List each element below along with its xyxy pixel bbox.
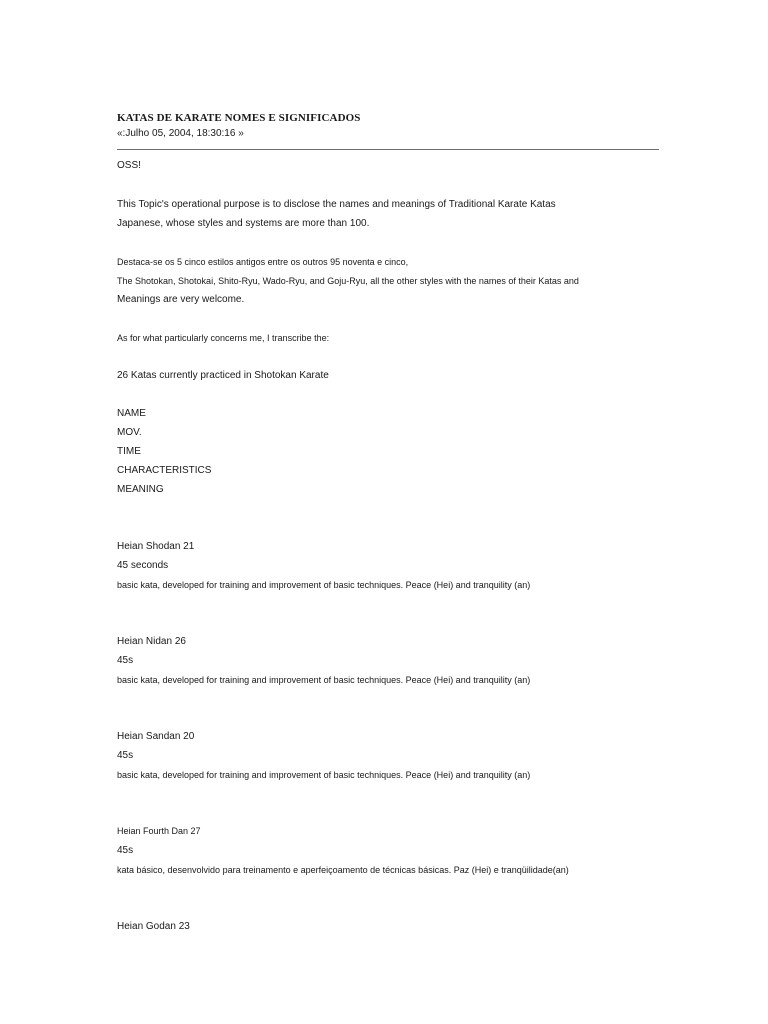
intro-line-1: This Topic's operational purpose is to disclose the names and meanings of Traditional Karate Katas (117, 199, 556, 210)
post-title: KATAS DE KARATE NOMES E SIGNIFICADOS (117, 112, 361, 124)
title-divider (117, 149, 659, 150)
kata-time: 45s (117, 750, 134, 761)
kata-name: Heian Fourth Dan 27 (117, 826, 201, 836)
column-mov: MOV. (117, 427, 142, 438)
concern-text: As for what particularly concerns me, I transcribe the: (117, 333, 330, 343)
column-characteristics: CHARACTERISTICS (117, 465, 212, 476)
kata-name: Heian Nidan 26 (117, 636, 186, 647)
column-time: TIME (117, 446, 141, 457)
kata-time: 45 seconds (117, 560, 169, 571)
styles-line-2: The Shotokan, Shotokai, Shito-Ryu, Wado-Ryu, and Goju-Ryu, all the other styles with the names of their Katas and (117, 276, 579, 286)
styles-line-3: Meanings are very welcome. (117, 294, 245, 305)
kata-time: 45s (117, 845, 134, 856)
kata-time: 45s (117, 655, 134, 666)
column-meaning: MEANING (117, 484, 164, 495)
kata-description: basic kata, developed for training and improvement of basic techniques. Peace (Hei) and tranquility (an) (117, 580, 531, 590)
kata-name: Heian Sandan 20 (117, 731, 195, 742)
kata-name: Heian Shodan 21 (117, 541, 195, 552)
katas-count-heading: 26 Katas currently practiced in Shotokan Karate (117, 370, 329, 381)
post-date: «:Julho 05, 2004, 18:30:16 » (117, 128, 244, 139)
kata-description: basic kata, developed for training and improvement of basic techniques. Peace (Hei) and tranquility (an) (117, 770, 531, 780)
intro-line-2: Japanese, whose styles and systems are more than 100. (117, 218, 370, 229)
kata-description: kata básico, desenvolvido para treinamento e aperfeiçoamento de técnicas básicas. Paz (Hei) e tranqüilidade(an) (117, 865, 569, 875)
greeting-text: OSS! (117, 160, 141, 171)
kata-description: basic kata, developed for training and improvement of basic techniques. Peace (Hei) and tranquility (an) (117, 675, 531, 685)
kata-name: Heian Godan 23 (117, 921, 190, 932)
styles-line-1: Destaca-se os 5 cinco estilos antigos entre os outros 95 noventa e cinco, (117, 257, 409, 267)
column-name: NAME (117, 408, 146, 419)
